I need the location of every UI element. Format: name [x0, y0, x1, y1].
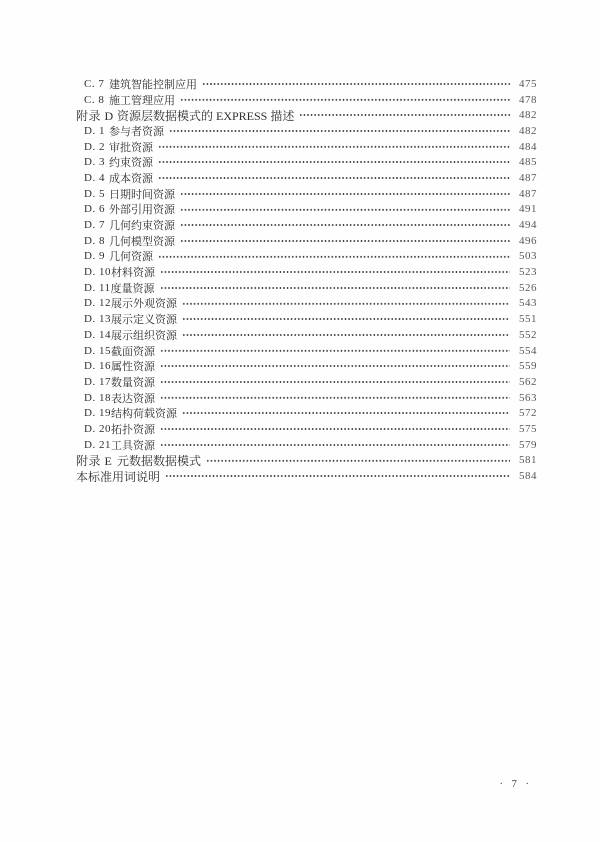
toc-entry-page: 526 [519, 281, 537, 294]
toc-entry-title: 截面资源 [110, 345, 155, 358]
toc-entry-page: 572 [519, 407, 537, 420]
toc-entry-page: 496 [519, 234, 537, 247]
toc-entry-number: D. 9 [84, 250, 105, 263]
toc-entry-title: 资源层数据模式的 EXPRESS 描述 [117, 108, 295, 123]
toc-entry-page: 487 [519, 171, 537, 184]
dot-leader [158, 249, 510, 265]
toc-entry-number: D. 5 [84, 187, 105, 200]
toc-row [76, 92, 537, 108]
toc-row [76, 217, 537, 233]
toc-row [76, 343, 537, 359]
toc-row [76, 123, 537, 139]
toc-entry-page: 482 [519, 109, 537, 122]
dot-leader [160, 264, 510, 280]
dot-leader [158, 170, 510, 186]
toc-entry-page: 559 [519, 360, 537, 373]
dot-leader [160, 390, 510, 406]
toc-row [76, 154, 537, 170]
toc-entry-page: 581 [519, 454, 537, 467]
toc-entry-number: D. 15 [84, 344, 111, 357]
toc-entry-number: D. 10 [84, 266, 111, 279]
toc-entry-title: 展示外观资源 [110, 298, 177, 311]
toc-entry-number: D. 3 [84, 156, 105, 169]
table-of-contents [76, 76, 537, 484]
toc-entry-number: D. 12 [84, 297, 111, 310]
toc-entry-title: 度量资源 [110, 282, 155, 295]
dot-leader [202, 76, 510, 92]
toc-entry-number: D. 20 [84, 422, 111, 435]
toc-entry-title: 表达资源 [110, 392, 155, 405]
toc-row [76, 170, 537, 186]
toc-row [76, 437, 537, 453]
dot-leader [180, 233, 510, 249]
dot-leader [160, 437, 510, 453]
dot-leader [182, 311, 510, 327]
toc-entry-title: 几何约束资源 [109, 220, 175, 233]
toc-row [76, 202, 537, 218]
dot-leader [160, 374, 510, 390]
toc-entry-title: 本标准用词说明 [76, 469, 161, 484]
toc-entry-page: 503 [519, 250, 537, 263]
toc-entry-number: D. 16 [84, 360, 111, 373]
toc-entry-page: 551 [519, 313, 537, 326]
toc-entry-title: 工具资源 [110, 439, 155, 452]
toc-entry-number: C. 7 [84, 77, 105, 90]
toc-row [76, 139, 537, 155]
toc-entry-number: D. 4 [84, 171, 105, 184]
toc-entry-number: 附录 D [76, 108, 114, 123]
dot-leader [158, 139, 510, 155]
toc-entry-title: 施工管理应用 [109, 94, 175, 107]
toc-entry-page: 487 [519, 187, 537, 200]
dot-leader [158, 154, 510, 170]
toc-entry-number: D. 11 [84, 281, 111, 294]
dot-leader [160, 343, 510, 359]
dot-leader [180, 92, 510, 108]
toc-entry-title: 审批资源 [109, 141, 153, 154]
toc-entry-page: 491 [519, 203, 537, 216]
dot-leader [206, 453, 510, 469]
toc-entry-page: 494 [519, 219, 537, 232]
toc-row [76, 76, 537, 92]
toc-entry-page: 554 [519, 344, 537, 357]
toc-entry-title: 建筑智能控制应用 [109, 78, 197, 91]
toc-entry-number: D. 21 [84, 438, 111, 451]
toc-entry-title: 属性资源 [110, 361, 155, 374]
toc-entry-title: 外部引用资源 [109, 204, 175, 217]
toc-entry-number: D. 2 [84, 140, 105, 153]
toc-entry-page: 562 [519, 375, 537, 388]
page-number: · 7 · [499, 779, 532, 790]
toc-entry-page: 478 [519, 93, 537, 106]
toc-entry-page: 575 [519, 422, 537, 435]
toc-entry-page: 543 [519, 297, 537, 310]
toc-entry-title: 元数据数据模式 [117, 453, 202, 468]
dot-leader [180, 217, 510, 233]
toc-entry-number: D. 1 [84, 124, 105, 137]
toc-entry-page: 484 [519, 140, 537, 153]
toc-entry-number: D. 19 [84, 407, 111, 420]
dot-leader [299, 107, 510, 123]
dot-leader [160, 358, 510, 374]
toc-entry-number: D. 14 [84, 328, 111, 341]
dot-leader [160, 421, 510, 437]
toc-entry-page: 552 [519, 328, 537, 341]
toc-row [76, 327, 537, 343]
toc-row [76, 405, 537, 421]
toc-row [76, 264, 537, 280]
toc-entry-title: 拓扑资源 [110, 423, 155, 436]
toc-entry-title: 日期时间资源 [109, 188, 175, 201]
toc-row [76, 453, 537, 469]
dot-leader [182, 327, 510, 343]
dot-leader [165, 468, 510, 484]
toc-row [76, 233, 537, 249]
toc-entry-title: 数量资源 [110, 376, 155, 389]
toc-entry-title: 结构荷载资源 [110, 408, 177, 421]
toc-row [76, 249, 537, 265]
toc-entry-number: D. 7 [84, 219, 105, 232]
toc-entry-title: 参与者资源 [109, 125, 164, 138]
dot-leader [182, 296, 510, 312]
toc-entry-page: 475 [519, 77, 537, 90]
toc-row [76, 296, 537, 312]
toc-entry-title: 展示组织资源 [110, 329, 177, 342]
toc-row [76, 421, 537, 437]
dot-leader [180, 186, 510, 202]
toc-entry-number: D. 6 [84, 203, 105, 216]
toc-row [76, 107, 537, 123]
dot-leader [169, 123, 510, 139]
toc-row [76, 358, 537, 374]
toc-row [76, 374, 537, 390]
toc-entry-number: D. 18 [84, 391, 111, 404]
toc-row [76, 311, 537, 327]
toc-entry-title: 几何资源 [109, 251, 153, 264]
toc-entry-page: 579 [519, 438, 537, 451]
toc-entry-title: 展示定义资源 [110, 314, 177, 327]
toc-entry-page: 584 [519, 470, 537, 483]
dot-leader [160, 280, 510, 296]
toc-entry-number: D. 17 [84, 375, 111, 388]
toc-entry-page: 523 [519, 266, 537, 279]
toc-entry-page: 563 [519, 391, 537, 404]
toc-entry-title: 材料资源 [110, 267, 155, 280]
toc-entry-page: 485 [519, 156, 537, 169]
dot-leader [182, 405, 510, 421]
page-footer [500, 779, 533, 790]
toc-row [76, 186, 537, 202]
toc-entry-page: 482 [519, 124, 537, 137]
toc-entry-number: C. 8 [84, 93, 105, 106]
toc-row [76, 280, 537, 296]
toc-row [76, 468, 537, 484]
toc-entry-number: 附录 E [76, 453, 113, 468]
toc-entry-title: 几何模型资源 [109, 235, 175, 248]
toc-entry-number: D. 8 [84, 234, 105, 247]
toc-row [76, 390, 537, 406]
toc-entry-title: 成本资源 [109, 172, 153, 185]
dot-leader [180, 202, 510, 218]
toc-entry-title: 约束资源 [109, 157, 153, 170]
toc-entry-number: D. 13 [84, 313, 111, 326]
